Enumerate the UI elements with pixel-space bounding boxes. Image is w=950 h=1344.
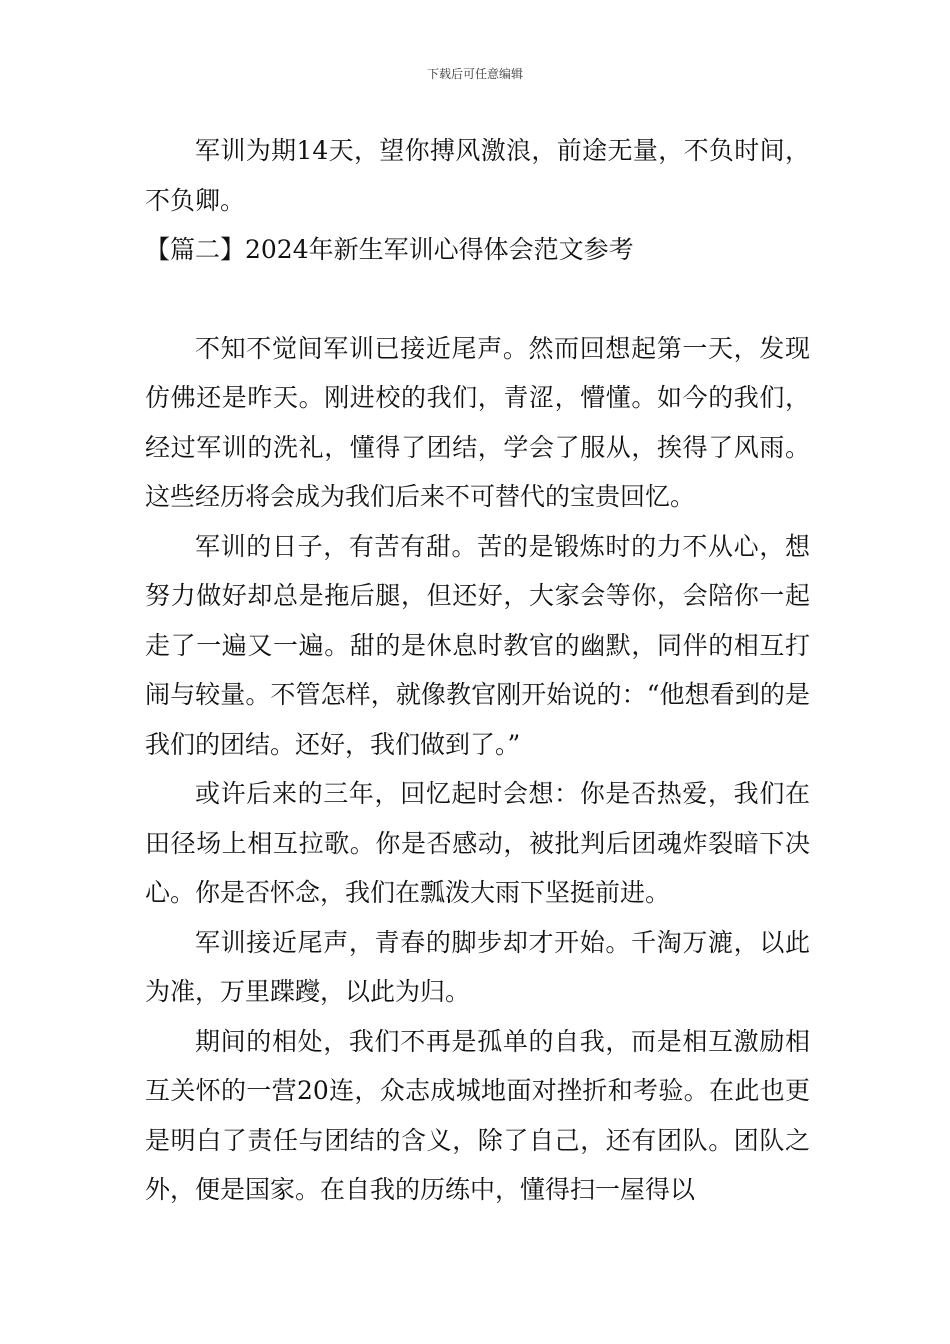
document-body — [145, 126, 810, 1215]
paragraph-1: 军训为期14天，望你搏风激浪，前途无量，不负时间，不负卿。 — [145, 136, 810, 215]
page-header: 下载后可任意编辑 — [426, 67, 523, 81]
paragraph-3: 军训的日子，有苦有甜。苦的是锻炼时的力不从心，想努力做好却总是拖后腿，但还好，大家会等你，会陪你一起走了一遍又一遍。甜的是休息时教官的幽默，同伴的相互打闹与较量。不管怎样，就像教官刚开始说的：“他想看到的是我们的团结。还好，我们做到了。” — [145, 531, 810, 759]
paragraph-6: 期间的相处，我们不再是孤单的自我，而是相互激励相互关怀的一营20连，众志成城地面对挫折和考验。在此也更是明白了责任与团结的含义，除了自己，还有团队。团队之外，便是国家。在自我的历练中，懂得扫一屋得以 — [145, 1026, 810, 1204]
blank-line — [145, 275, 810, 324]
section-heading: 【篇二】2024年新生军训心得体会范文参考 — [145, 235, 634, 264]
paragraph-4: 或许后来的三年，回忆起时会想：你是否热爱，我们在田径场上相互拉歌。你是否感动，被批判后团魂炸裂暗下决心。你是否怀念，我们在瓢泼大雨下坚挺前进。 — [145, 779, 810, 907]
paragraph-5: 军训接近尾声，青春的脚步却才开始。千淘万漉，以此为准，万里蹀躞，以此为归。 — [145, 927, 810, 1006]
paragraph-2: 不知不觉间军训已接近尾声。然而回想起第一天，发现仿佛还是昨天。刚进校的我们，青涩，懵懂。如今的我们，经过军训的洗礼，懂得了团结，学会了服从，挨得了风雨。这些经历将会成为我们后来不可替代的宝贵回忆。 — [145, 333, 810, 511]
